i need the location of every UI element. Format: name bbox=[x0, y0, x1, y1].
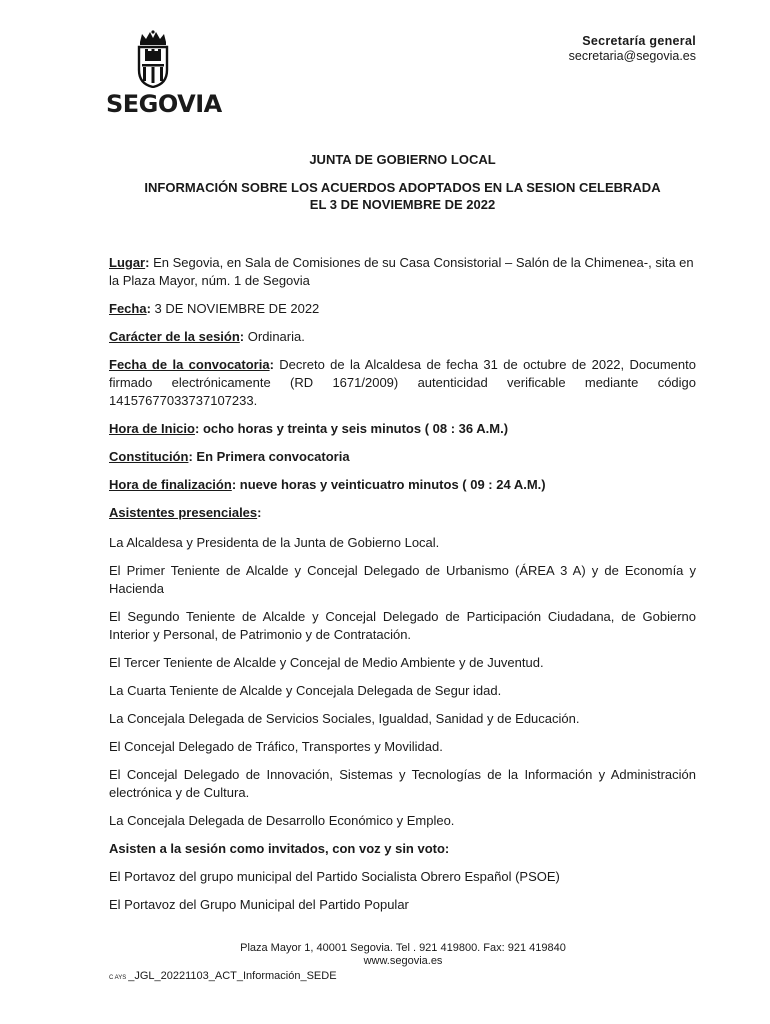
list-item: El Segundo Teniente de Alcalde y Concejal Delegado de Participación Ciudadana, de Gobierno Interior y Personal, de Patrimonio y de Contratación. bbox=[109, 609, 696, 642]
list-item: La Concejala Delegada de Desarrollo Económico y Empleo. bbox=[109, 813, 455, 828]
field-fecha: Fecha: 3 DE NOVIEMBRE DE 2022 bbox=[109, 301, 320, 316]
field-label: Hora de finalización bbox=[109, 477, 232, 492]
title-line-1: JUNTA DE GOBIERNO LOCAL bbox=[309, 152, 496, 167]
field-value: Decreto de la Alcaldesa de fecha 31 de octubre de 2022, Documento firmado electrónicamente (RD 1671/2009) autenticidad verificable mediante código 14157677033737107233. bbox=[109, 357, 696, 408]
field-label: Constitución bbox=[109, 449, 189, 464]
header-contact bbox=[569, 34, 696, 64]
department-email[interactable]: secretaria@segovia.es bbox=[568, 49, 696, 63]
field-lugar: Lugar: En Segovia, en Sala de Comisiones de su Casa Consistorial – Salón de la Chimenea-, sita en la Plaza Mayor, núm. 1 de Segovia bbox=[109, 255, 694, 288]
list-item: El Concejal Delegado de Tráfico, Transportes y Movilidad. bbox=[109, 739, 443, 754]
field-constitucion: Constitución: En Primera convocatoria bbox=[109, 449, 350, 464]
segovia-logo bbox=[106, 30, 222, 118]
list-item: La Alcaldesa y Presidenta de la Junta de Gobierno Local. bbox=[109, 535, 440, 550]
page-footer bbox=[0, 942, 770, 968]
title-line-3: EL 3 DE NOVIEMBRE DE 2022 bbox=[309, 197, 496, 212]
field-finalizacion: Hora de finalización: nueve horas y veinticuatro minutos ( 09 : 24 A.M.) bbox=[109, 477, 546, 492]
file-name: _JGL_20221103_ACT_Información_SEDE bbox=[128, 970, 337, 982]
asistentes-heading: Asistentes presenciales: bbox=[109, 505, 262, 520]
list-item: La Cuarta Teniente de Alcalde y Concejala Delegada de Segur idad. bbox=[109, 683, 502, 698]
field-inicio: Hora de Inicio: ocho horas y treinta y seis minutos ( 08 : 36 A.M.) bbox=[109, 421, 509, 436]
list-item: El Portavoz del Grupo Municipal del Partido Popular bbox=[109, 897, 409, 912]
logo-wordmark: SEGOVIA bbox=[106, 90, 222, 118]
footer-address: Plaza Mayor 1, 40001 Segovia. Tel . 921 419800. Fax: 921 419840 bbox=[240, 942, 566, 954]
file-reference bbox=[109, 970, 337, 982]
field-value: En Segovia, en Sala de Comisiones de su Casa Consistorial – Salón de la Chimenea-, sita en la Plaza Mayor, núm. 1 de Segovia bbox=[109, 255, 694, 288]
list-item: El Tercer Teniente de Alcalde y Concejal de Medio Ambiente y de Juventud. bbox=[109, 655, 544, 670]
field-label: Fecha bbox=[109, 301, 147, 316]
list-item: El Portavoz del grupo municipal del Partido Socialista Obrero Español (PSOE) bbox=[109, 869, 560, 884]
list-item: El Concejal Delegado de Innovación, Sistemas y Tecnologías de la Información y Administración electrónica y de Cultura. bbox=[109, 767, 696, 800]
footer-website[interactable]: www.segovia.es bbox=[363, 955, 443, 967]
field-label: Lugar bbox=[109, 255, 146, 270]
field-label: Carácter de la sesión bbox=[109, 329, 240, 344]
field-label: Fecha de la convocatoria bbox=[109, 357, 270, 372]
document-body bbox=[109, 254, 696, 914]
field-value: nueve horas y veinticuatro minutos ( 09 : 24 A.M.) bbox=[239, 477, 546, 492]
department-name: Secretaría general bbox=[582, 34, 696, 48]
field-label: Hora de Inicio bbox=[109, 421, 195, 436]
field-label: Asistentes presenciales bbox=[109, 505, 258, 520]
field-value: 3 DE NOVIEMBRE DE 2022 bbox=[154, 301, 320, 316]
invitados-heading: Asisten a la sesión como invitados, con voz y sin voto: bbox=[109, 841, 450, 856]
document-title bbox=[109, 152, 696, 213]
coat-of-arms-icon bbox=[136, 30, 170, 88]
title-line-2: INFORMACIÓN SOBRE LOS ACUERDOS ADOPTADOS EN LA SESION CELEBRADA bbox=[144, 180, 661, 195]
field-convocatoria: Fecha de la convocatoria: Decreto de la Alcaldesa de fecha 31 de octubre de 2022, Documento firmado electrónicamente (RD 1671/2009) autenticidad verificable mediante código 14157677033737107233. bbox=[109, 357, 696, 408]
list-item: El Primer Teniente de Alcalde y Concejal Delegado de Urbanismo (ÁREA 3 A) y de Economía y Hacienda bbox=[109, 563, 696, 596]
file-prefix: C AYS bbox=[109, 975, 127, 981]
field-value: Ordinaria. bbox=[247, 329, 305, 344]
field-caracter: Carácter de la sesión: Ordinaria. bbox=[109, 329, 305, 344]
field-value: En Primera convocatoria bbox=[196, 449, 350, 464]
field-value: ocho horas y treinta y seis minutos ( 08 : 36 A.M.) bbox=[202, 421, 509, 436]
list-item: La Concejala Delegada de Servicios Sociales, Igualdad, Sanidad y de Educación. bbox=[109, 711, 580, 726]
